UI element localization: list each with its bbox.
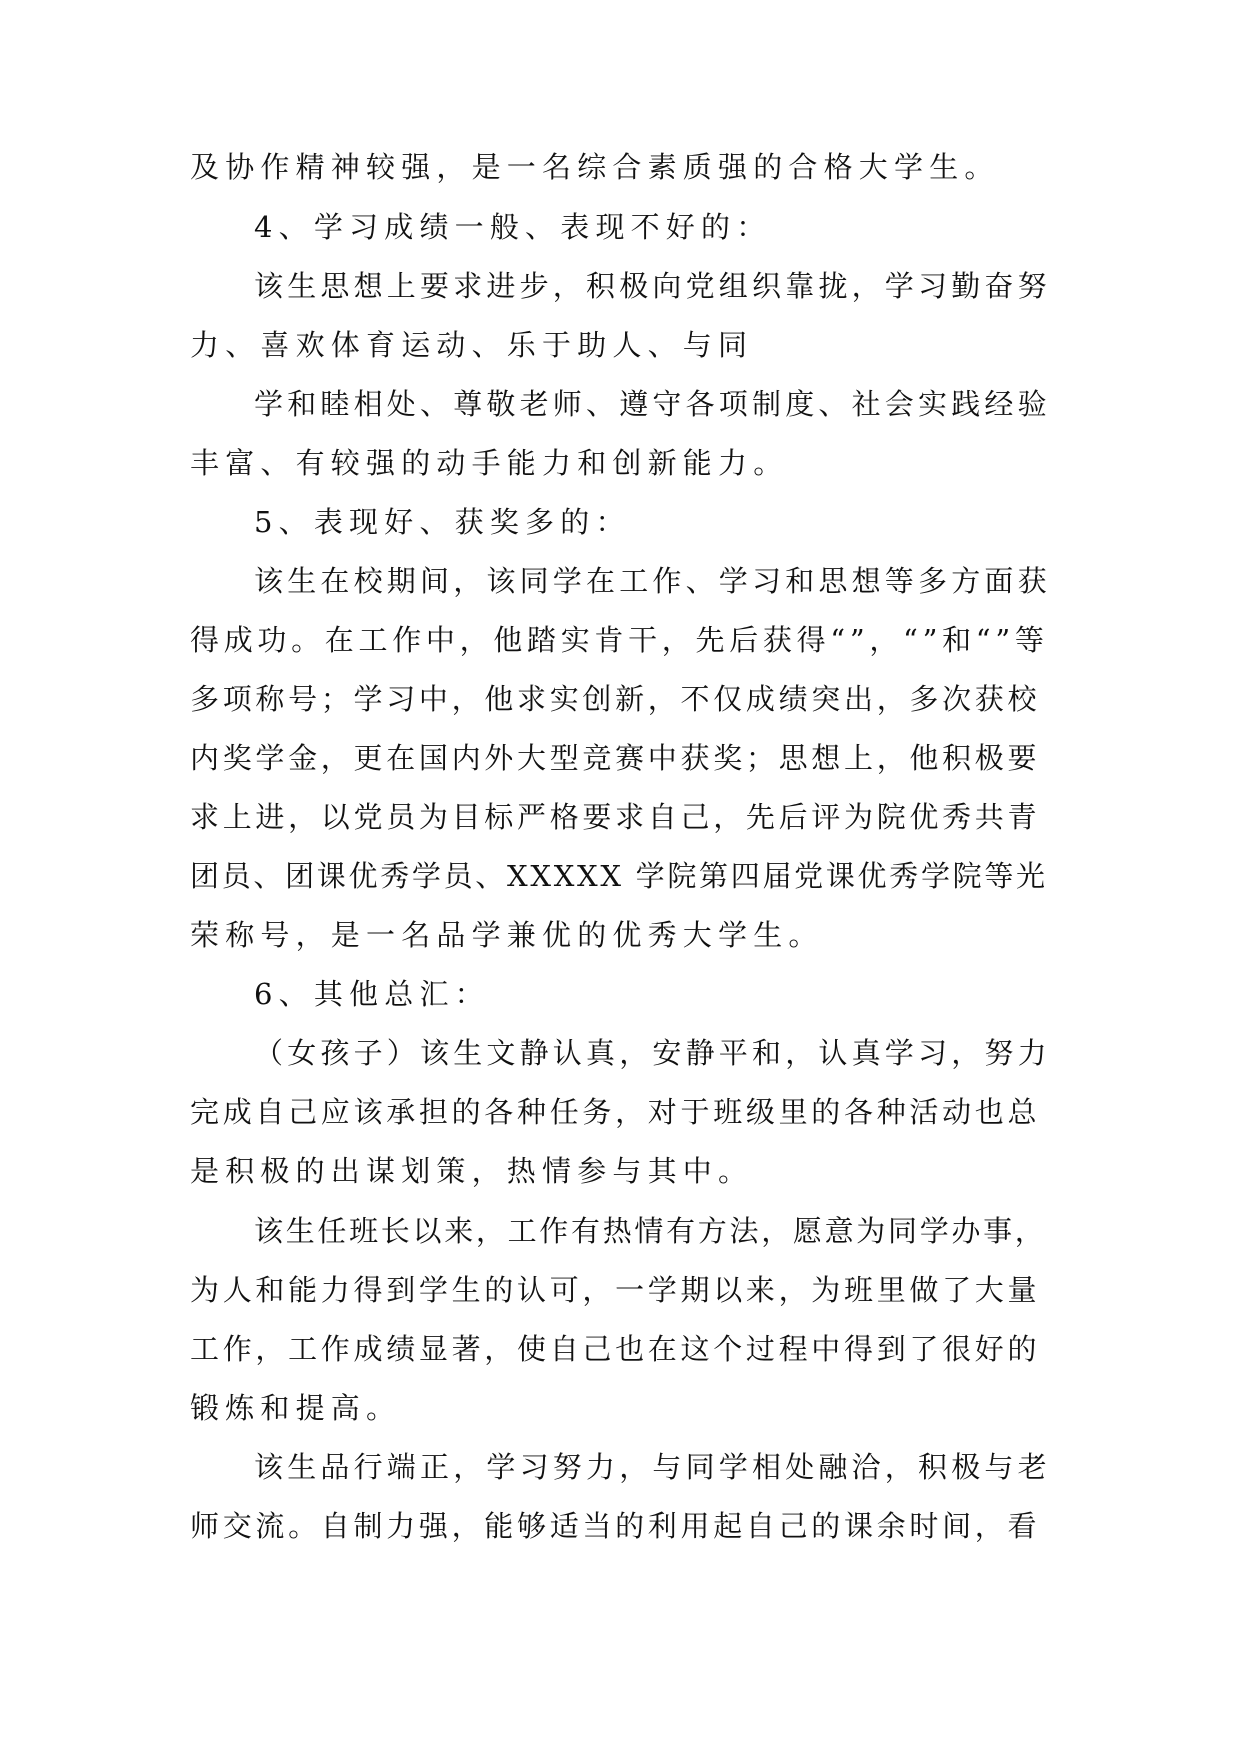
text-line: 是积极的出谋划策，热情参与其中。 <box>190 1154 754 1188</box>
text-line: 丰富、有较强的动手能力和创新能力。 <box>190 446 789 480</box>
text-line: 该生在校期间，该同学在工作、学习和思想等多方面获 <box>254 564 1051 598</box>
text-line: 工作，工作成绩显著，使自己也在这个过程中得到了很好的 <box>190 1332 1041 1366</box>
text-line: 该生品行端正，学习努力，与同学相处融洽，积极与老 <box>254 1450 1051 1484</box>
section-heading-4: 4、学习成绩一般、表现不好的： <box>254 210 772 244</box>
text-line: 该生任班长以来，工作有热情有方法，愿意为同学办事， <box>254 1214 1047 1248</box>
text-line: 得成功。在工作中，他踏实肯干，先后获得“”，“”和“”等 <box>190 623 1049 657</box>
section-heading-6: 6、其他总汇： <box>254 977 490 1011</box>
text-line: 团员、团课优秀学员、XXXXX 学院第四届党课优秀学院等光 <box>190 859 1048 893</box>
text-line: 学和睦相处、尊敬老师、遵守各项制度、社会实践经验 <box>254 387 1051 421</box>
text-line: 及协作精神较强，是一名综合素质强的合格大学生。 <box>190 150 1000 184</box>
text-line: 为人和能力得到学生的认可，一学期以来，为班里做了大量 <box>190 1273 1041 1307</box>
text-line: 力、喜欢体育运动、乐于助人、与同 <box>190 328 754 362</box>
text-line: 该生思想上要求进步，积极向党组织靠拢，学习勤奋努 <box>254 269 1051 303</box>
text-line: 师交流。自制力强，能够适当的利用起自己的课余时间，看 <box>190 1509 1041 1543</box>
text-line: 完成自己应该承担的各种任务，对于班级里的各种活动也总 <box>190 1095 1041 1129</box>
text-line: 锻炼和提高。 <box>190 1391 402 1425</box>
text-line: 多项称号；学习中，他求实创新，不仅成绩突出，多次获校 <box>190 682 1041 716</box>
text-line: 求上进，以党员为目标严格要求自己，先后评为院优秀共青 <box>190 800 1041 834</box>
text-line: 荣称号，是一名品学兼优的优秀大学生。 <box>190 918 824 952</box>
section-heading-5: 5、表现好、获奖多的： <box>254 505 631 539</box>
text-line: （女孩子）该生文静认真，安静平和，认真学习，努力 <box>254 1036 1051 1070</box>
text-line: 内奖学金，更在国内外大型竞赛中获奖；思想上，他积极要 <box>190 741 1041 775</box>
